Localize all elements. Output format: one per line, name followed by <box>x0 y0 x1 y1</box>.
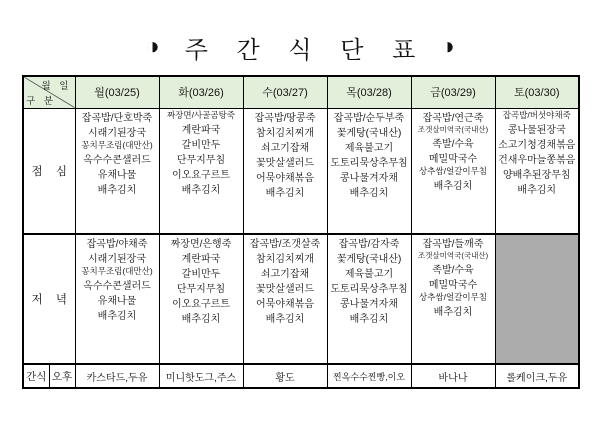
menu-item: 갈비만두 <box>181 139 221 151</box>
menu-item: 꽁치무조림(대만산) <box>81 139 153 150</box>
half-circle-icon-left: ◑ <box>145 32 160 60</box>
menu-item: 시래기된장국 <box>88 254 146 265</box>
menu-stack <box>496 109 579 196</box>
corner-category-label: 구 분 <box>26 95 56 107</box>
menu-cell-lunch-day4 <box>411 108 495 234</box>
menu-stack <box>412 235 495 318</box>
weekly-menu-table <box>22 75 580 389</box>
snack-cell-day3: 찐옥수수찐빵,이오 <box>327 364 411 388</box>
menu-item: 어묵야채볶음 <box>256 299 314 310</box>
page-title-text: 주 간 식 단 표 <box>184 37 427 64</box>
menu-item: 잡곡밥/감자죽 <box>338 239 400 250</box>
snack-time-label: 오후 <box>49 364 75 388</box>
closed-cell <box>495 234 579 364</box>
menu-item: 도토리묵상추무침 <box>330 157 408 169</box>
menu-item: 옥수수콘샐러드 <box>83 154 151 166</box>
menu-item: 쇠고기잡채 <box>260 269 310 280</box>
menu-item: 배추김치 <box>433 307 473 318</box>
menu-item: 잡곡밥/버섯야채죽 <box>502 109 571 120</box>
menu-cell-dinner-day0 <box>75 234 159 364</box>
menu-item: 상추쌈/얼갈이무침 <box>418 292 488 302</box>
menu-item: 콩나물된장국 <box>507 124 566 136</box>
menu-item: 콩나물겨자채 <box>340 172 398 184</box>
menu-item: 꽃게탕(국내산) <box>336 127 402 139</box>
menu-item: 짜장면/사골곰탕죽 <box>166 109 236 120</box>
menu-cell-dinner-day3 <box>327 234 411 364</box>
snack-cell-day2: 황도 <box>243 364 327 388</box>
menu-cell-lunch-day0 <box>75 108 159 234</box>
section-row-lunch <box>23 108 579 234</box>
menu-stack <box>244 109 327 199</box>
menu-item: 단무지무침 <box>176 284 226 295</box>
menu-stack <box>160 235 243 325</box>
menu-item: 시래기된장국 <box>88 127 146 139</box>
menu-item: 콩나물겨자채 <box>340 299 398 310</box>
menu-item: 잡곡밥/단호박죽 <box>81 112 153 124</box>
menu-item: 이오요구르트 <box>172 299 230 310</box>
menu-cell-lunch-day3 <box>327 108 411 234</box>
section-label-dinner: 저 녁 <box>23 234 75 364</box>
menu-item: 족발/수육 <box>432 138 474 150</box>
menu-item: 잡곡밥/조갯살죽 <box>249 239 321 250</box>
menu-item: 제육불고기 <box>344 269 394 280</box>
half-circle-icon-right: ◑ <box>440 32 455 60</box>
menu-item: 꽃게탕(국내산) <box>336 254 402 265</box>
menu-cell-lunch-day1 <box>159 108 243 234</box>
menu-item: 어묵야채볶음 <box>256 172 314 184</box>
menu-item: 배추김치 <box>265 314 305 325</box>
snack-cell-day5: 롤케이크,두유 <box>495 364 579 388</box>
menu-item: 조갯살미역국(국내산) <box>417 251 489 260</box>
menu-item: 참치김치찌개 <box>256 127 314 139</box>
menu-item: 이오요구르트 <box>172 169 230 181</box>
menu-item: 계란파국 <box>181 254 221 265</box>
day-header-thu: 목(03/28) <box>327 76 411 108</box>
menu-item: 잡곡밥/들깨죽 <box>422 239 484 250</box>
section-label-lunch: 점 심 <box>23 108 75 234</box>
day-header-fri: 금(03/29) <box>411 76 495 108</box>
menu-item: 도토리묵상추무침 <box>330 284 408 295</box>
menu-item: 양배추된장무침 <box>502 169 571 181</box>
menu-stack <box>76 109 159 196</box>
menu-item: 단무지무침 <box>176 154 226 166</box>
menu-item: 메밀막국수 <box>428 153 478 165</box>
menu-item: 꽁치무조림(대만산) <box>81 266 153 276</box>
menu-item: 배추김치 <box>97 184 137 196</box>
day-header-tue: 화(03/26) <box>159 76 243 108</box>
menu-item: 꽃맛살샐러드 <box>256 284 314 295</box>
menu-table-body <box>23 108 579 388</box>
menu-item: 옥수수콘샐러드 <box>83 281 151 292</box>
day-header-mon: 월(03/25) <box>75 76 159 108</box>
menu-item: 배추김치 <box>433 180 473 192</box>
menu-stack <box>244 235 327 325</box>
snack-row <box>23 364 579 388</box>
menu-item: 잡곡밥/야채죽 <box>86 239 148 250</box>
menu-item: 배추김치 <box>181 314 221 325</box>
menu-item: 족발/수육 <box>432 265 474 276</box>
snack-cell-day4: 바나나 <box>411 364 495 388</box>
menu-item: 조갯살미역국(국내산) <box>417 124 489 134</box>
snack-label: 간식 <box>23 364 49 388</box>
menu-item: 배추김치 <box>265 187 305 199</box>
menu-item: 배추김치 <box>349 314 389 325</box>
menu-cell-dinner-day1 <box>159 234 243 364</box>
menu-item: 유채나물 <box>97 296 137 307</box>
menu-item: 소고기청경채볶음 <box>498 139 576 151</box>
menu-cell-dinner-day4 <box>411 234 495 364</box>
corner-cell <box>23 76 75 108</box>
menu-item: 쇠고기잡채 <box>260 142 310 154</box>
menu-item: 잡곡밥/땅콩죽 <box>254 112 316 124</box>
menu-cell-dinner-day2 <box>243 234 327 364</box>
menu-item: 배추김치 <box>181 184 221 196</box>
menu-item: 꽃맛살샐러드 <box>256 157 314 169</box>
menu-item: 건새우마늘쫑볶음 <box>498 154 576 166</box>
corner-date-label: 월 일 <box>41 81 72 92</box>
menu-item: 잡곡밥/순두부죽 <box>333 112 405 124</box>
menu-stack <box>412 109 495 192</box>
page-title <box>0 30 600 65</box>
section-row-dinner <box>23 234 579 364</box>
menu-item: 배추김치 <box>517 184 557 196</box>
menu-stack <box>328 109 411 199</box>
menu-item: 메밀막국수 <box>428 280 478 291</box>
menu-item: 참치김치찌개 <box>256 254 314 265</box>
menu-item: 유채나물 <box>97 169 137 181</box>
menu-stack <box>328 235 411 325</box>
snack-cell-day0: 카스타드,두유 <box>75 364 159 388</box>
menu-cell-lunch-day2 <box>243 108 327 234</box>
day-header-wed: 수(03/27) <box>243 76 327 108</box>
menu-stack <box>160 109 243 196</box>
menu-item: 계란파국 <box>181 124 221 136</box>
menu-item: 갈비만두 <box>181 269 221 280</box>
menu-cell-lunch-day5 <box>495 108 579 234</box>
snack-cell-day1: 미니핫도그,주스 <box>159 364 243 388</box>
menu-item: 제육불고기 <box>344 142 394 154</box>
menu-item: 잡곡밥/연근죽 <box>422 112 484 124</box>
menu-item: 상추쌈/얼갈이무침 <box>418 165 488 176</box>
menu-stack <box>76 235 159 322</box>
menu-item: 배추김치 <box>349 187 389 199</box>
menu-item: 짜장면/은행죽 <box>170 239 232 250</box>
day-header-row <box>23 76 579 108</box>
day-header-sat: 토(03/30) <box>495 76 579 108</box>
menu-item: 배추김치 <box>97 311 137 322</box>
